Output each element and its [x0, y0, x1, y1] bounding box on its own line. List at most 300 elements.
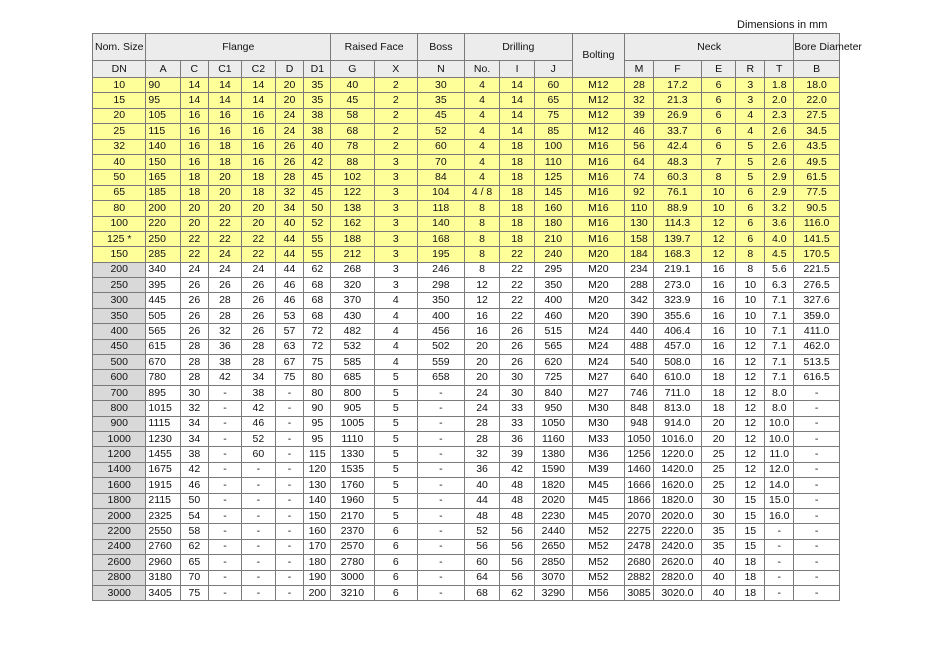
table-cell: 12	[701, 231, 736, 246]
subheader-cell: J	[534, 61, 572, 78]
table-cell: 104	[418, 185, 465, 200]
table-cell: 45	[304, 185, 331, 200]
table-cell: 16	[464, 308, 500, 323]
table-cell: 46	[242, 416, 275, 431]
table-cell: -	[208, 478, 241, 493]
table-cell: 68	[304, 308, 331, 323]
table-cell: 7	[701, 154, 736, 169]
table-cell: -	[794, 478, 840, 493]
table-cell: -	[208, 401, 241, 416]
table-cell: 67	[275, 355, 304, 370]
table-cell: M20	[572, 247, 624, 262]
table-cell: 10	[736, 278, 765, 293]
table-cell: 56	[500, 524, 535, 539]
table-cell: 6	[736, 201, 765, 216]
table-cell: 2	[374, 93, 417, 108]
table-cell: 34	[180, 416, 208, 431]
table-cell: 56	[625, 139, 654, 154]
dn-cell: 1000	[93, 431, 146, 446]
table-cell: 53	[275, 308, 304, 323]
table-row	[93, 216, 840, 231]
table-cell: 3	[374, 247, 417, 262]
table-cell: M45	[572, 508, 624, 523]
table-cell: 6	[701, 78, 736, 93]
table-cell: 505	[146, 308, 181, 323]
table-cell: 1455	[146, 447, 181, 462]
table-cell: M16	[572, 154, 624, 169]
table-cell: 4	[464, 139, 500, 154]
table-cell: -	[242, 585, 275, 600]
table-cell: 948	[625, 416, 654, 431]
table-cell: 22.0	[794, 93, 840, 108]
header-boss: Boss	[418, 34, 465, 61]
table-cell: 8.0	[765, 385, 794, 400]
table-cell: 56	[500, 570, 535, 585]
table-cell: 24	[275, 108, 304, 123]
table-cell: M24	[572, 324, 624, 339]
table-cell: 75	[534, 108, 572, 123]
table-cell: 46	[275, 293, 304, 308]
table-cell: 1590	[534, 462, 572, 477]
table-cell: 515	[534, 324, 572, 339]
table-cell: 323.9	[653, 293, 701, 308]
dn-cell: 300	[93, 293, 146, 308]
table-cell: 18	[736, 585, 765, 600]
table-cell: 1675	[146, 462, 181, 477]
table-cell: 20	[242, 216, 275, 231]
table-cell: -	[418, 555, 465, 570]
table-cell: 15	[736, 493, 765, 508]
table-cell: 44	[464, 493, 500, 508]
table-cell: 28	[242, 339, 275, 354]
dn-cell: 25	[93, 124, 146, 139]
dn-cell: 2000	[93, 508, 146, 523]
table-cell: 52	[418, 124, 465, 139]
dn-cell: 1800	[93, 493, 146, 508]
dn-cell: 200	[93, 262, 146, 277]
table-cell: 75	[180, 585, 208, 600]
table-cell: 3085	[625, 585, 654, 600]
table-cell: 6	[736, 216, 765, 231]
table-cell: 26	[242, 293, 275, 308]
table-cell: 1050	[534, 416, 572, 431]
table-cell: 33.7	[653, 124, 701, 139]
table-cell: 1960	[331, 493, 374, 508]
table-cell: 8	[736, 262, 765, 277]
table-cell: -	[794, 416, 840, 431]
table-cell: 160	[534, 201, 572, 216]
table-cell: 38	[304, 124, 331, 139]
table-cell: 1620.0	[653, 478, 701, 493]
table-cell: 114.3	[653, 216, 701, 231]
table-cell: 38	[208, 355, 241, 370]
table-cell: 4	[736, 108, 765, 123]
table-cell: 813.0	[653, 401, 701, 416]
table-cell: -	[418, 462, 465, 477]
table-cell: 74	[625, 170, 654, 185]
table-cell: 18	[701, 401, 736, 416]
header-nom-size: Nom. Size	[93, 34, 146, 61]
table-cell: 44	[275, 262, 304, 277]
table-cell: 20	[701, 431, 736, 446]
header-bore-diameter: Bore Diameter	[794, 34, 840, 61]
table-cell: 16	[242, 124, 275, 139]
table-cell: 44	[275, 231, 304, 246]
table-cell: 168.3	[653, 247, 701, 262]
table-cell: 3	[374, 262, 417, 277]
table-cell: 52	[304, 216, 331, 231]
table-cell: 24	[208, 262, 241, 277]
table-cell: -	[765, 585, 794, 600]
table-row	[93, 585, 840, 600]
table-cell: 670	[146, 355, 181, 370]
table-cell: 2.3	[765, 108, 794, 123]
table-cell: 4	[736, 124, 765, 139]
table-cell: 72	[304, 339, 331, 354]
table-cell: 52	[242, 431, 275, 446]
table-cell: 14	[500, 78, 535, 93]
table-cell: 4	[464, 108, 500, 123]
table-cell: 14	[180, 93, 208, 108]
table-cell: 5	[736, 154, 765, 169]
table-cell: 12	[736, 339, 765, 354]
table-cell: 160	[304, 524, 331, 539]
table-cell: 342	[625, 293, 654, 308]
table-cell: 125	[534, 170, 572, 185]
table-cell: 118	[418, 201, 465, 216]
table-cell: 2.6	[765, 154, 794, 169]
table-cell: 58	[180, 524, 208, 539]
table-cell: 6.3	[765, 278, 794, 293]
table-cell: 33	[500, 416, 535, 431]
table-cell: -	[242, 508, 275, 523]
table-cell: 559	[418, 355, 465, 370]
table-cell: 28	[242, 355, 275, 370]
table-cell: 68	[464, 585, 500, 600]
table-cell: 2440	[534, 524, 572, 539]
table-cell: 400	[418, 308, 465, 323]
table-cell: 44	[275, 247, 304, 262]
table-cell: 1005	[331, 416, 374, 431]
table-cell: -	[765, 524, 794, 539]
table-cell: 5	[374, 447, 417, 462]
table-cell: 10	[736, 308, 765, 323]
table-cell: 40	[701, 570, 736, 585]
table-cell: 3	[736, 93, 765, 108]
table-cell: 58	[331, 108, 374, 123]
table-cell: 110	[625, 201, 654, 216]
table-cell: 508.0	[653, 355, 701, 370]
table-cell: 4	[464, 78, 500, 93]
table-cell: 565	[534, 339, 572, 354]
table-cell: -	[208, 416, 241, 431]
table-cell: 16	[701, 308, 736, 323]
table-cell: 34	[242, 370, 275, 385]
table-cell: M20	[572, 293, 624, 308]
table-row	[93, 524, 840, 539]
table-cell: -	[418, 416, 465, 431]
table-cell: 185	[146, 185, 181, 200]
table-cell: 18	[500, 154, 535, 169]
dn-cell: 32	[93, 139, 146, 154]
table-cell: 28	[180, 370, 208, 385]
table-row	[93, 154, 840, 169]
table-cell: 914.0	[653, 416, 701, 431]
dn-cell: 2200	[93, 524, 146, 539]
table-cell: 725	[534, 370, 572, 385]
table-cell: 22	[180, 247, 208, 262]
table-cell: 35	[304, 93, 331, 108]
table-cell: 905	[331, 401, 374, 416]
table-cell: 16	[208, 108, 241, 123]
table-cell: 5	[736, 170, 765, 185]
table-cell: 2115	[146, 493, 181, 508]
table-row	[93, 293, 840, 308]
table-cell: 20	[208, 185, 241, 200]
table-cell: 22	[242, 231, 275, 246]
table-cell: 27.5	[794, 108, 840, 123]
table-cell: 38	[242, 385, 275, 400]
table-cell: 26.9	[653, 108, 701, 123]
table-row	[93, 124, 840, 139]
table-cell: 411.0	[794, 324, 840, 339]
table-cell: 4 / 8	[464, 185, 500, 200]
table-cell: -	[208, 493, 241, 508]
table-cell: 16	[701, 293, 736, 308]
table-cell: 16	[701, 355, 736, 370]
table-cell: -	[418, 401, 465, 416]
table-cell: 276.5	[794, 278, 840, 293]
table-cell: 950	[534, 401, 572, 416]
table-cell: 5.6	[765, 262, 794, 277]
table-cell: 85	[534, 124, 572, 139]
table-cell: 28	[208, 308, 241, 323]
table-cell: 48	[500, 508, 535, 523]
table-cell: 24	[242, 262, 275, 277]
table-cell: 90.5	[794, 201, 840, 216]
table-cell: -	[765, 539, 794, 554]
dn-cell: 400	[93, 324, 146, 339]
table-cell: 12	[464, 293, 500, 308]
table-cell: 14	[208, 93, 241, 108]
table-cell: 502	[418, 339, 465, 354]
table-cell: 12	[736, 447, 765, 462]
table-cell: 2960	[146, 555, 181, 570]
table-cell: 16.0	[765, 508, 794, 523]
table-cell: 46	[625, 124, 654, 139]
table-cell: M16	[572, 170, 624, 185]
table-cell: M16	[572, 231, 624, 246]
table-cell: 1016.0	[653, 431, 701, 446]
table-cell: 3	[374, 154, 417, 169]
table-cell: 140	[146, 139, 181, 154]
table-cell: 12	[736, 462, 765, 477]
table-cell: 17.2	[653, 78, 701, 93]
table-cell: 16	[242, 139, 275, 154]
table-cell: 3	[736, 78, 765, 93]
table-cell: 12	[736, 370, 765, 385]
table-cell: 40	[701, 555, 736, 570]
table-cell: 95	[146, 93, 181, 108]
table-row	[93, 278, 840, 293]
table-row	[93, 139, 840, 154]
table-cell: 40	[304, 139, 331, 154]
table-cell: 20	[180, 216, 208, 231]
table-cell: M16	[572, 139, 624, 154]
table-cell: 430	[331, 308, 374, 323]
table-cell: 110	[534, 154, 572, 169]
table-cell: 7.1	[765, 293, 794, 308]
table-cell: 26	[500, 324, 535, 339]
table-cell: -	[242, 493, 275, 508]
subheader-cell: G	[331, 61, 374, 78]
header-bolting: Bolting	[572, 34, 624, 78]
table-cell: -	[242, 539, 275, 554]
table-cell: 190	[304, 570, 331, 585]
table-cell: 95	[304, 416, 331, 431]
table-cell: M27	[572, 385, 624, 400]
table-cell: 28	[180, 339, 208, 354]
table-cell: M12	[572, 78, 624, 93]
table-cell: -	[208, 385, 241, 400]
table-cell: 16	[701, 278, 736, 293]
table-cell: 168	[418, 231, 465, 246]
table-cell: 2	[374, 108, 417, 123]
table-cell: 70	[418, 154, 465, 169]
table-cell: 95	[304, 431, 331, 446]
table-cell: 6	[701, 139, 736, 154]
table-cell: -	[275, 585, 304, 600]
table-cell: 18	[736, 570, 765, 585]
table-cell: 7.1	[765, 324, 794, 339]
table-cell: 295	[534, 262, 572, 277]
table-cell: 246	[418, 262, 465, 277]
table-cell: 18	[736, 555, 765, 570]
table-cell: 75	[304, 355, 331, 370]
table-cell: 273.0	[653, 278, 701, 293]
table-cell: 320	[331, 278, 374, 293]
table-row	[93, 355, 840, 370]
table-cell: 210	[534, 231, 572, 246]
table-cell: -	[794, 524, 840, 539]
table-cell: 39	[625, 108, 654, 123]
table-cell: 3	[374, 231, 417, 246]
table-cell: 34	[275, 201, 304, 216]
table-cell: 140	[304, 493, 331, 508]
table-cell: 1380	[534, 447, 572, 462]
table-cell: 18	[701, 385, 736, 400]
table-cell: 3405	[146, 585, 181, 600]
table-cell: 48.3	[653, 154, 701, 169]
table-cell: 39	[500, 447, 535, 462]
table-cell: 46	[180, 478, 208, 493]
table-cell: 130	[304, 478, 331, 493]
table-cell: 12	[736, 431, 765, 446]
table-cell: 140	[418, 216, 465, 231]
table-row	[93, 231, 840, 246]
table-cell: 18	[242, 170, 275, 185]
table-cell: 45	[304, 170, 331, 185]
table-cell: 565	[146, 324, 181, 339]
table-cell: 200	[304, 585, 331, 600]
table-cell: 4	[374, 355, 417, 370]
table-cell: 84	[418, 170, 465, 185]
table-cell: 26	[275, 139, 304, 154]
table-cell: 350	[418, 293, 465, 308]
table-cell: 848	[625, 401, 654, 416]
table-cell: 64	[625, 154, 654, 169]
dn-cell: 450	[93, 339, 146, 354]
table-cell: 5	[374, 462, 417, 477]
table-cell: 3	[374, 278, 417, 293]
table-cell: 2370	[331, 524, 374, 539]
table-cell: -	[794, 431, 840, 446]
table-cell: 60	[464, 555, 500, 570]
table-cell: 15	[736, 524, 765, 539]
table-cell: 1420.0	[653, 462, 701, 477]
table-cell: 3290	[534, 585, 572, 600]
table-row	[93, 570, 840, 585]
table-cell: -	[208, 447, 241, 462]
table-cell: 370	[331, 293, 374, 308]
table-row	[93, 385, 840, 400]
table-cell: -	[242, 570, 275, 585]
table-cell: 40	[701, 585, 736, 600]
table-cell: 460	[534, 308, 572, 323]
table-cell: 14	[500, 124, 535, 139]
table-cell: -	[418, 431, 465, 446]
table-cell: -	[208, 508, 241, 523]
table-cell: 50	[304, 201, 331, 216]
table-cell: 457.0	[653, 339, 701, 354]
table-cell: 61.5	[794, 170, 840, 185]
table-cell: 36	[500, 431, 535, 446]
table-row	[93, 308, 840, 323]
table-cell: 34	[180, 431, 208, 446]
table-cell: 4	[464, 154, 500, 169]
table-cell: 90	[304, 401, 331, 416]
table-cell: 22	[180, 231, 208, 246]
subheader-cell: D	[275, 61, 304, 78]
table-cell: 45	[331, 93, 374, 108]
table-cell: 78	[331, 139, 374, 154]
table-cell: 36	[208, 339, 241, 354]
subheader-cell: R	[736, 61, 765, 78]
subheader-cell: A	[146, 61, 181, 78]
table-cell: 212	[331, 247, 374, 262]
table-cell: -	[208, 431, 241, 446]
table-cell: 18	[180, 185, 208, 200]
table-cell: 2760	[146, 539, 181, 554]
table-cell: 8	[464, 231, 500, 246]
units-note: Dimensions in mm	[737, 19, 828, 31]
subheader-cell: F	[653, 61, 701, 78]
table-cell: -	[208, 462, 241, 477]
table-cell: 52	[464, 524, 500, 539]
table-row	[93, 247, 840, 262]
table-cell: 4	[464, 170, 500, 185]
table-cell: -	[275, 478, 304, 493]
table-cell: 4.0	[765, 231, 794, 246]
table-cell: 240	[534, 247, 572, 262]
table-cell: 24	[180, 262, 208, 277]
table-cell: 16	[180, 108, 208, 123]
subheader-cell: C2	[242, 61, 275, 78]
dn-cell: 2600	[93, 555, 146, 570]
table-cell: 102	[331, 170, 374, 185]
table-cell: 16	[208, 124, 241, 139]
table-cell: 14	[500, 93, 535, 108]
